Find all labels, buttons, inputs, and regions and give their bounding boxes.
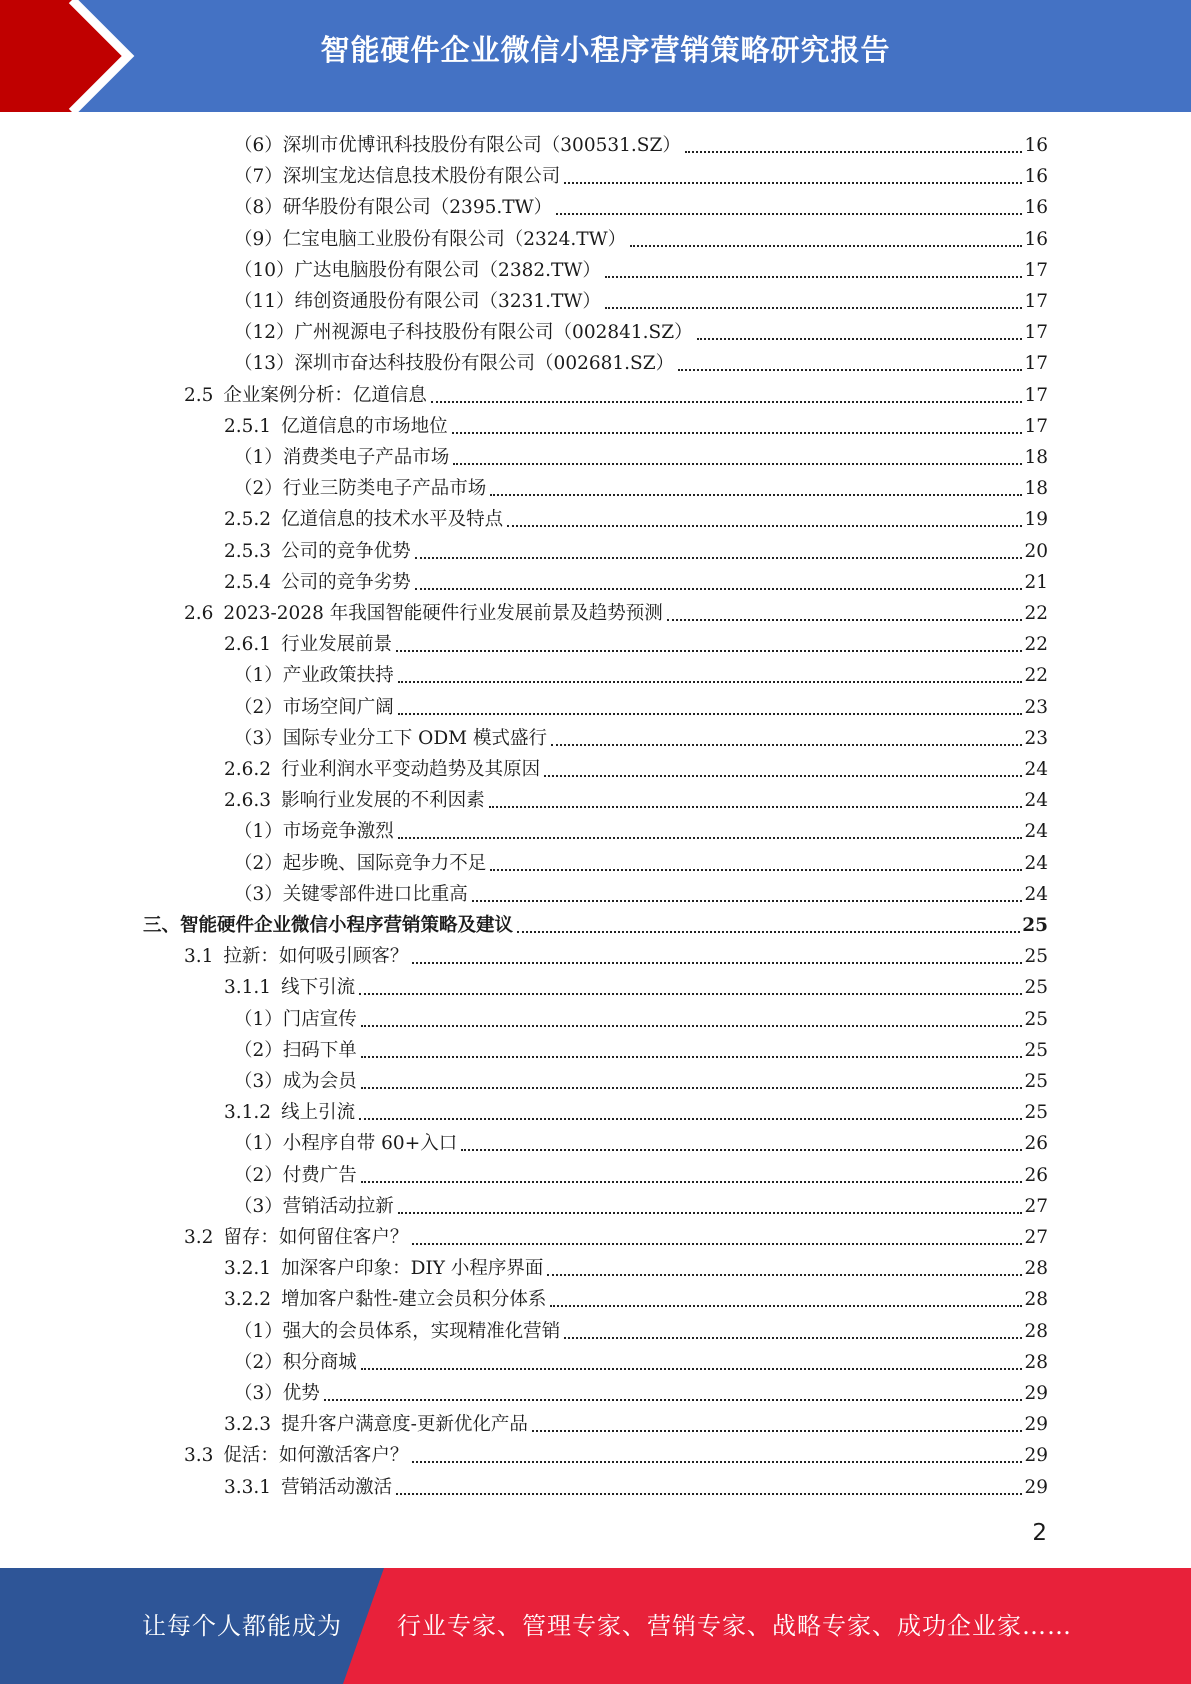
toc-entry-page: 16 [1024, 228, 1048, 250]
toc-entry-title: 增加客户黏性-建立会员积分体系 [281, 1289, 547, 1311]
toc-entry-page: 28 [1024, 1351, 1048, 1373]
toc-dot-leader [490, 869, 1022, 871]
toc-entry[interactable] [143, 907, 1048, 938]
toc-entry-title: 纬创资通股份有限公司（3231.TW） [294, 291, 601, 312]
toc-entry[interactable] [234, 283, 1048, 314]
toc-entry-number: 3.2.3 [224, 1414, 272, 1436]
toc-entry-title: 广州视源电子科技股份有限公司（002841.SZ） [294, 322, 693, 344]
toc-entry-number: （9） [234, 228, 283, 250]
toc-dot-leader [678, 369, 1022, 371]
toc-entry-title: 研华股份有限公司（2395.TW） [282, 197, 553, 219]
toc-entry[interactable] [224, 626, 1048, 657]
page-header [0, 0, 1191, 112]
toc-entry[interactable] [234, 470, 1048, 501]
toc-entry-title: 深圳宝龙达信息技术股份有限公司 [282, 166, 561, 188]
toc-entry-number: 三、 [143, 915, 181, 936]
toc-entry-title: 门店宣传 [282, 1008, 357, 1030]
footer-slogan-right: 行业专家、管理专家、营销专家、战略专家、成功企业家…… [397, 1612, 1072, 1640]
toc-dot-leader [431, 401, 1023, 403]
toc-dot-leader [324, 1399, 1023, 1401]
toc-entry-title: 产业政策扶持 [282, 665, 394, 687]
toc-entry-page: 25 [1024, 946, 1048, 968]
toc-entry-number: （11） [234, 291, 295, 312]
toc-entry-number: （3） [234, 883, 283, 905]
toc-entry[interactable] [234, 221, 1048, 252]
toc-dot-leader [398, 681, 1023, 683]
toc-entry-page: 16 [1024, 166, 1048, 188]
toc-entry-number: （10） [234, 259, 295, 281]
toc-entry[interactable] [184, 1437, 1048, 1468]
toc-entry-number: （2） [234, 1351, 283, 1373]
toc-dot-leader [564, 1337, 1022, 1339]
toc-dot-leader [556, 213, 1022, 215]
toc-entry-title: 积分商城 [282, 1351, 357, 1373]
toc-entry[interactable] [234, 1344, 1048, 1375]
toc-dot-leader [396, 1493, 1022, 1495]
toc-entry[interactable] [234, 1001, 1048, 1032]
toc-entry-title: 营销活动激活 [281, 1476, 393, 1498]
toc-entry-number: （12） [234, 322, 295, 344]
toc-entry-number: （2） [234, 852, 283, 874]
page-footer [0, 1568, 1191, 1684]
toc-entry-title: 仁宝电脑工业股份有限公司（2324.TW） [282, 228, 627, 250]
toc-entry[interactable] [184, 938, 1048, 969]
toc-entry-page: 27 [1024, 1227, 1048, 1248]
toc-dot-leader [564, 182, 1022, 184]
toc-entry[interactable] [224, 751, 1048, 782]
toc-dot-leader [667, 619, 1023, 621]
toc-entry-title: 亿道信息的市场地位 [281, 415, 448, 437]
toc-entry-title: 扫码下单 [282, 1039, 357, 1061]
toc-dot-leader [461, 1149, 1022, 1151]
toc-entry-title: 加深客户印象：DIY 小程序界面 [281, 1258, 544, 1280]
toc-entry-title: 营销活动拉新 [282, 1195, 394, 1217]
toc-entry-number: （2） [234, 1039, 283, 1061]
toc-dot-leader [415, 557, 1023, 559]
toc-entry-page: 22 [1024, 665, 1048, 687]
toc-entry[interactable] [234, 439, 1048, 470]
toc-entry-title: 起步晚、国际竞争力不足 [282, 852, 487, 874]
toc-entry-number: 2.6.2 [224, 759, 272, 780]
toc-entry-page: 20 [1024, 540, 1048, 562]
toc-dot-leader [361, 1025, 1023, 1027]
toc-entry-title: 小程序自带 60+入口 [282, 1133, 458, 1155]
toc-dot-leader [544, 775, 1022, 777]
toc-entry-title: 线下引流 [281, 977, 356, 999]
toc-dot-leader [551, 744, 1022, 746]
toc-entry-title: 关键零部件进口比重高 [282, 883, 468, 905]
toc-entry-number: 3.2 [184, 1227, 214, 1248]
toc-entry-number: （1） [234, 1008, 283, 1030]
toc-entry-number: 3.3 [184, 1445, 214, 1467]
toc-entry[interactable] [224, 1469, 1048, 1500]
toc-entry-number: 2.6 [184, 603, 214, 624]
toc-entry[interactable] [234, 345, 1048, 376]
toc-entry-page: 22 [1024, 634, 1048, 656]
toc-dot-leader [532, 1430, 1023, 1432]
toc-entry-number: 2.6.1 [224, 634, 272, 656]
toc-dot-leader [550, 1305, 1022, 1307]
toc-entry[interactable] [224, 969, 1048, 1000]
toc-entry[interactable] [234, 1063, 1048, 1094]
report-title: 智能硬件企业微信小程序营销策略研究报告 [320, 33, 891, 67]
toc-entry[interactable] [224, 782, 1048, 813]
toc-entry-title: 国际专业分工下 ODM 模式盛行 [282, 727, 547, 749]
toc-entry-number: 3.2.2 [224, 1289, 272, 1311]
toc-entry-number: 3.3.1 [224, 1476, 272, 1498]
toc-entry-page: 25 [1024, 977, 1048, 999]
toc-entry-page: 28 [1024, 1289, 1048, 1311]
toc-dot-leader [398, 1212, 1023, 1214]
toc-entry[interactable] [224, 1250, 1048, 1281]
toc-entry-page: 17 [1024, 291, 1048, 312]
toc-entry[interactable] [234, 1188, 1048, 1219]
toc-dot-leader [453, 463, 1022, 465]
toc-entry-title: 行业利润水平变动趋势及其原因 [281, 759, 541, 780]
toc-entry[interactable] [234, 1157, 1048, 1188]
toc-dot-leader [361, 1056, 1023, 1058]
toc-entry-page: 28 [1024, 1258, 1048, 1280]
toc-entry-page: 29 [1024, 1445, 1048, 1467]
toc-entry-number: 3.1 [184, 946, 214, 968]
toc-entry[interactable] [184, 377, 1048, 408]
toc-entry-number: 2.5.1 [224, 415, 272, 437]
toc-entry-page: 17 [1024, 259, 1048, 281]
toc-entry-number: （8） [234, 197, 283, 219]
toc-entry[interactable] [224, 1094, 1048, 1125]
toc-dot-leader [396, 650, 1022, 652]
toc-dot-leader [472, 900, 1023, 902]
toc-entry-page: 22 [1024, 603, 1048, 624]
toc-entry-title: 市场空间广阔 [282, 696, 394, 718]
toc-entry-page: 23 [1024, 696, 1048, 718]
toc-entry[interactable] [234, 314, 1048, 345]
toc-entry-title: 公司的竞争劣势 [281, 571, 411, 593]
toc-entry[interactable] [234, 1032, 1048, 1063]
toc-dot-leader [361, 1368, 1023, 1370]
toc-entry[interactable] [234, 1375, 1048, 1406]
toc-entry-page: 25 [1022, 915, 1048, 936]
toc-entry-page: 24 [1024, 790, 1048, 812]
toc-entry[interactable] [234, 1125, 1048, 1156]
toc-entry-page: 27 [1024, 1195, 1048, 1217]
toc-entry-page: 17 [1024, 415, 1048, 437]
toc-entry[interactable] [224, 1281, 1048, 1312]
toc-entry-number: 2.5.3 [224, 540, 272, 562]
toc-entry-title: 影响行业发展的不利因素 [281, 790, 485, 812]
page-number: 2 [1032, 1520, 1047, 1546]
toc-entry-title: 付费广告 [282, 1164, 357, 1186]
toc-entry[interactable] [184, 595, 1048, 626]
toc-dot-leader [412, 1243, 1022, 1245]
footer-slogan-left: 让每个人都能成为 [142, 1612, 342, 1640]
toc-entry-number: 2.6.3 [224, 790, 272, 812]
toc-entry-number: （1） [234, 665, 283, 687]
toc-entry-title: 亿道信息的技术水平及特点 [281, 509, 504, 531]
toc-entry-number: （7） [234, 166, 283, 188]
toc-entry-title: 提升客户满意度-更新优化产品 [281, 1414, 528, 1436]
toc-entry[interactable] [234, 158, 1048, 189]
toc-entry-page: 29 [1024, 1383, 1048, 1404]
toc-entry-page: 17 [1024, 322, 1048, 344]
toc-entry-page: 16 [1024, 197, 1048, 219]
toc-entry[interactable] [234, 720, 1048, 751]
toc-entry-title: 消费类电子产品市场 [282, 447, 450, 468]
toc-entry-title: 线上引流 [281, 1102, 356, 1124]
toc-entry[interactable] [184, 1219, 1048, 1250]
toc-entry-page: 26 [1024, 1164, 1048, 1186]
toc-entry-page: 25 [1024, 1071, 1048, 1092]
toc-entry-title: 2023-2028 年我国智能硬件行业发展前景及趋势预测 [223, 603, 663, 624]
toc-entry-number: （6） [234, 135, 283, 156]
toc-entry[interactable] [234, 252, 1048, 283]
toc-entry-title: 行业三防类电子产品市场 [282, 478, 487, 500]
toc-entry-page: 24 [1024, 759, 1048, 780]
toc-dot-leader [685, 151, 1023, 153]
toc-dot-leader [452, 432, 1023, 434]
toc-entry-page: 25 [1024, 1102, 1048, 1124]
toc-entry-title: 强大的会员体系，实现精准化营销 [282, 1320, 561, 1342]
toc-entry[interactable] [234, 813, 1048, 844]
toc-entry-number: （13） [234, 353, 295, 375]
toc-entry-title: 广达电脑股份有限公司（2382.TW） [294, 259, 601, 281]
toc-entry-number: （3） [234, 1195, 283, 1217]
toc-entry[interactable] [224, 501, 1048, 532]
toc-entry-title: 拉新：如何吸引顾客？ [223, 946, 409, 968]
toc-entry-number: （1） [234, 447, 283, 468]
toc-entry-number: （3） [234, 1383, 283, 1404]
toc-entry-page: 18 [1024, 447, 1048, 468]
toc-dot-leader [630, 245, 1022, 247]
toc-dot-leader [547, 1274, 1022, 1276]
toc-dot-leader [697, 338, 1023, 340]
toc-entry-title: 企业案例分析：亿道信息 [223, 384, 427, 406]
toc-entry-page: 19 [1024, 509, 1048, 531]
toc-dot-leader [398, 837, 1023, 839]
toc-entry[interactable] [234, 876, 1048, 907]
toc-entry-page: 17 [1024, 353, 1048, 375]
toc-entry-title: 优势 [282, 1383, 320, 1404]
toc-entry-page: 29 [1024, 1414, 1048, 1436]
toc-entry-page: 25 [1024, 1039, 1048, 1061]
toc-entry-number: （1） [234, 821, 283, 843]
toc-dot-leader [398, 713, 1023, 715]
toc-entry[interactable] [224, 564, 1048, 595]
toc-dot-leader [415, 588, 1023, 590]
toc-entry[interactable] [234, 689, 1048, 720]
toc-dot-leader [359, 993, 1022, 995]
toc-entry-page: 23 [1024, 727, 1048, 749]
toc-entry-page: 18 [1024, 478, 1048, 500]
toc-entry-page: 17 [1024, 384, 1048, 406]
toc-entry-number: 3.1.1 [224, 977, 272, 999]
toc-entry[interactable] [234, 1313, 1048, 1344]
toc-entry-title: 行业发展前景 [281, 634, 393, 656]
toc-dot-leader [412, 1461, 1022, 1463]
toc-dot-leader [605, 276, 1023, 278]
toc-entry-number: （2） [234, 478, 283, 500]
toc-entry-number: （2） [234, 1164, 283, 1186]
toc-dot-leader [517, 931, 1020, 933]
toc-entry-title: 市场竞争激烈 [282, 821, 394, 843]
toc-dot-leader [489, 806, 1023, 808]
toc-entry-page: 24 [1024, 852, 1048, 874]
toc-entry-page: 16 [1024, 135, 1048, 156]
toc-entry-title: 深圳市优博讯科技股份有限公司（300531.SZ） [282, 135, 681, 156]
toc-entry-number: 2.5 [184, 384, 214, 406]
toc-dot-leader [361, 1087, 1023, 1089]
toc-entry[interactable] [234, 657, 1048, 688]
toc-entry-number: （3） [234, 727, 283, 749]
toc-entry-page: 28 [1024, 1320, 1048, 1342]
toc-dot-leader [361, 1181, 1023, 1183]
toc-entry[interactable] [234, 189, 1048, 220]
toc-entry-number: 3.2.1 [224, 1258, 272, 1280]
toc-entry-number: 2.5.4 [224, 571, 272, 593]
toc-entry-page: 26 [1024, 1133, 1048, 1155]
toc-dot-leader [605, 307, 1023, 309]
toc-entry-number: （3） [234, 1071, 283, 1092]
toc-entry-number: 2.5.2 [224, 509, 272, 531]
toc-entry-page: 24 [1024, 883, 1048, 905]
toc-entry-number: （1） [234, 1133, 283, 1155]
toc-entry-number: （1） [234, 1320, 283, 1342]
toc-entry-page: 29 [1024, 1476, 1048, 1498]
toc-entry[interactable] [224, 533, 1048, 564]
toc-entry-title: 促活：如何激活客户？ [223, 1445, 409, 1467]
toc-dot-leader [490, 494, 1022, 496]
toc-entry-title: 智能硬件企业微信小程序营销策略及建议 [180, 915, 514, 936]
toc-entry-title: 深圳市奋达科技股份有限公司（002681.SZ） [294, 353, 675, 375]
toc-dot-leader [507, 525, 1022, 527]
toc-dot-leader [359, 1118, 1022, 1120]
toc-entry-page: 25 [1024, 1008, 1048, 1030]
toc-entry[interactable] [224, 408, 1048, 439]
toc-entry-page: 24 [1024, 821, 1048, 843]
toc-entry[interactable] [234, 127, 1048, 158]
toc-entry-title: 留存：如何留住客户？ [223, 1227, 409, 1248]
toc-entry-title: 公司的竞争优势 [281, 540, 411, 562]
toc-entry-number: 3.1.2 [224, 1102, 272, 1124]
toc-entry-number: （2） [234, 696, 283, 718]
toc-entry-page: 21 [1024, 571, 1048, 593]
toc-entry[interactable] [234, 845, 1048, 876]
toc-dot-leader [412, 962, 1022, 964]
toc-entry-title: 成为会员 [282, 1071, 357, 1092]
toc-entry[interactable] [224, 1406, 1048, 1437]
